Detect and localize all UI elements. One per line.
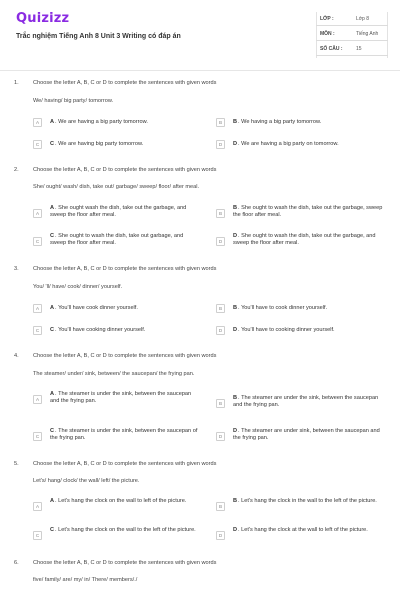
option-text: The steamer is under the sink, between the saucepan of the frying pan. xyxy=(50,427,198,442)
question-number: 2. xyxy=(14,167,19,173)
option-letter-box: D xyxy=(216,531,225,540)
option-letter: B xyxy=(233,394,238,401)
option-letter-box: A xyxy=(33,502,42,511)
option-text: Let's hang the clock on the wall to the left of the picture. xyxy=(58,526,196,533)
option-letter-box: D xyxy=(216,237,225,246)
option-letter-box: A xyxy=(33,209,42,218)
option-text: We having a big party tomorrow. xyxy=(241,118,322,125)
question-prompt: The steamer/ under/ sink, between/ the saucepan/ the frying pan. xyxy=(33,371,195,377)
option-letter: D xyxy=(233,526,238,533)
option-text: The steamer is under the sink, between the saucepan and the frying pan. xyxy=(50,390,192,405)
option-letter-box: B xyxy=(216,304,225,313)
option-text: She ought to wash the dish, take out the garbage, and sweep the floor after meal. xyxy=(233,232,376,247)
meta-key: SỐ CÂU : xyxy=(320,46,343,52)
question-prompt: five/ family/ are/ my/ in/ There/ members/./ xyxy=(33,577,138,583)
option-text: The steamer are under the sink, between the saucepan and the frying pan. xyxy=(233,394,379,409)
option-letter-box: B xyxy=(216,118,225,127)
option-letter: A xyxy=(50,204,55,211)
option-letter: A xyxy=(50,118,55,125)
question-number: 5. xyxy=(14,461,19,467)
option-text: We are having a big party tomorrow. xyxy=(58,118,148,125)
option-letter: D xyxy=(233,140,238,147)
option-text: You'll have to cooking dinner yourself. xyxy=(241,326,335,333)
option-letter: B xyxy=(233,204,238,211)
option-letter-box: B xyxy=(216,209,225,218)
meta-count xyxy=(316,42,388,56)
question-instruction: Choose the letter A, B, C or D to complete the sentences with given words xyxy=(33,167,217,173)
option-text: You'll have cooking dinner yourself. xyxy=(58,326,146,333)
option-letter: B xyxy=(233,304,238,311)
option-letter: D xyxy=(233,232,238,239)
option-text: We are having a big party on tomorrow. xyxy=(241,140,339,147)
option-text: Let's hang the clock on the wall to left of the picture. xyxy=(58,497,187,504)
meta-subject xyxy=(316,27,388,41)
document-title: Trắc nghiệm Tiếng Anh 8 Unit 3 Writing có đáp án xyxy=(16,33,181,40)
option-text: Let's hang the clock at the wall to left of the picture. xyxy=(241,526,368,533)
header-divider xyxy=(0,70,400,71)
option-letter: B xyxy=(233,497,238,504)
question-prompt: Let's/ hang/ clock/ the wall/ left/ the picture. xyxy=(33,478,140,484)
option-letter-box: B xyxy=(216,502,225,511)
option-text: You'll have cook dinner yourself. xyxy=(58,304,138,311)
document-header xyxy=(0,0,400,70)
question-prompt: You/ 'll/ have/ cook/ dinner/ yourself. xyxy=(33,284,123,290)
option-letter: B xyxy=(233,118,238,125)
meta-value: Lớp 8 xyxy=(356,16,370,22)
option-letter-box: B xyxy=(216,399,225,408)
option-letter: A xyxy=(50,304,55,311)
option-letter: C xyxy=(50,427,55,434)
option-text: We are having big party tomorrow. xyxy=(58,140,144,147)
question-number: 3. xyxy=(14,266,19,272)
option-text: She ought to wash the dish, take out garbage, and sweep the floor after meal. xyxy=(50,232,184,247)
option-text: She ought to wash the dish, take out the garbage, sweep the floor after meal. xyxy=(233,204,383,219)
question-instruction: Choose the letter A, B, C or D to complete the sentences with given words xyxy=(33,560,217,566)
option-letter-box: C xyxy=(33,237,42,246)
option-letter-box: C xyxy=(33,531,42,540)
option-text: The steamer are under sink, between the saucepan and the frying pan. xyxy=(233,427,380,442)
quizizz-logo: Quizizz xyxy=(16,11,70,26)
meta-value: Tiếng Anh xyxy=(356,31,379,37)
question-instruction: Choose the letter A, B, C or D to complete the sentences with given words xyxy=(33,461,217,467)
option-letter-box: A xyxy=(33,304,42,313)
option-letter: C xyxy=(50,526,55,533)
option-letter: A xyxy=(50,497,55,504)
meta-value: 15 xyxy=(356,46,362,52)
question-instruction: Choose the letter A, B, C or D to complete the sentences with given words xyxy=(33,353,217,359)
option-letter: C xyxy=(50,326,55,333)
option-letter-box: C xyxy=(33,432,42,441)
question-number: 1. xyxy=(14,80,19,86)
option-text: You'll have to cook dinner yourself. xyxy=(241,304,328,311)
option-letter-box: A xyxy=(33,395,42,404)
meta-key: MÔN : xyxy=(320,31,335,37)
question-number: 4. xyxy=(14,353,19,359)
option-text: She ought wash the dish, take out the garbage, and sweep the floor after meal. xyxy=(50,204,187,219)
option-letter: D xyxy=(233,326,238,333)
option-letter-box: D xyxy=(216,140,225,149)
option-letter: A xyxy=(50,390,55,397)
question-instruction: Choose the letter A, B, C or D to complete the sentences with given words xyxy=(33,266,217,272)
option-text: Let's hang the clock in the wall to the left of the picture. xyxy=(241,497,377,504)
option-letter-box: C xyxy=(33,140,42,149)
question-prompt: She/ ought/ wash/ dish, take out/ garbage/ sweep/ floor/ after meal. xyxy=(33,184,200,190)
meta-key: LỚP : xyxy=(320,16,334,22)
question-prompt: We/ having/ big party/ tomorrow. xyxy=(33,98,114,104)
option-letter: C xyxy=(50,140,55,147)
option-letter: D xyxy=(233,427,238,434)
option-letter-box: D xyxy=(216,432,225,441)
option-letter: C xyxy=(50,232,55,239)
question-instruction: Choose the letter A, B, C or D to complete the sentences with given words xyxy=(33,80,217,86)
option-letter-box: D xyxy=(216,326,225,335)
question-number: 6. xyxy=(14,560,19,566)
option-letter-box: A xyxy=(33,118,42,127)
meta-grade xyxy=(316,12,388,26)
option-letter-box: C xyxy=(33,326,42,335)
